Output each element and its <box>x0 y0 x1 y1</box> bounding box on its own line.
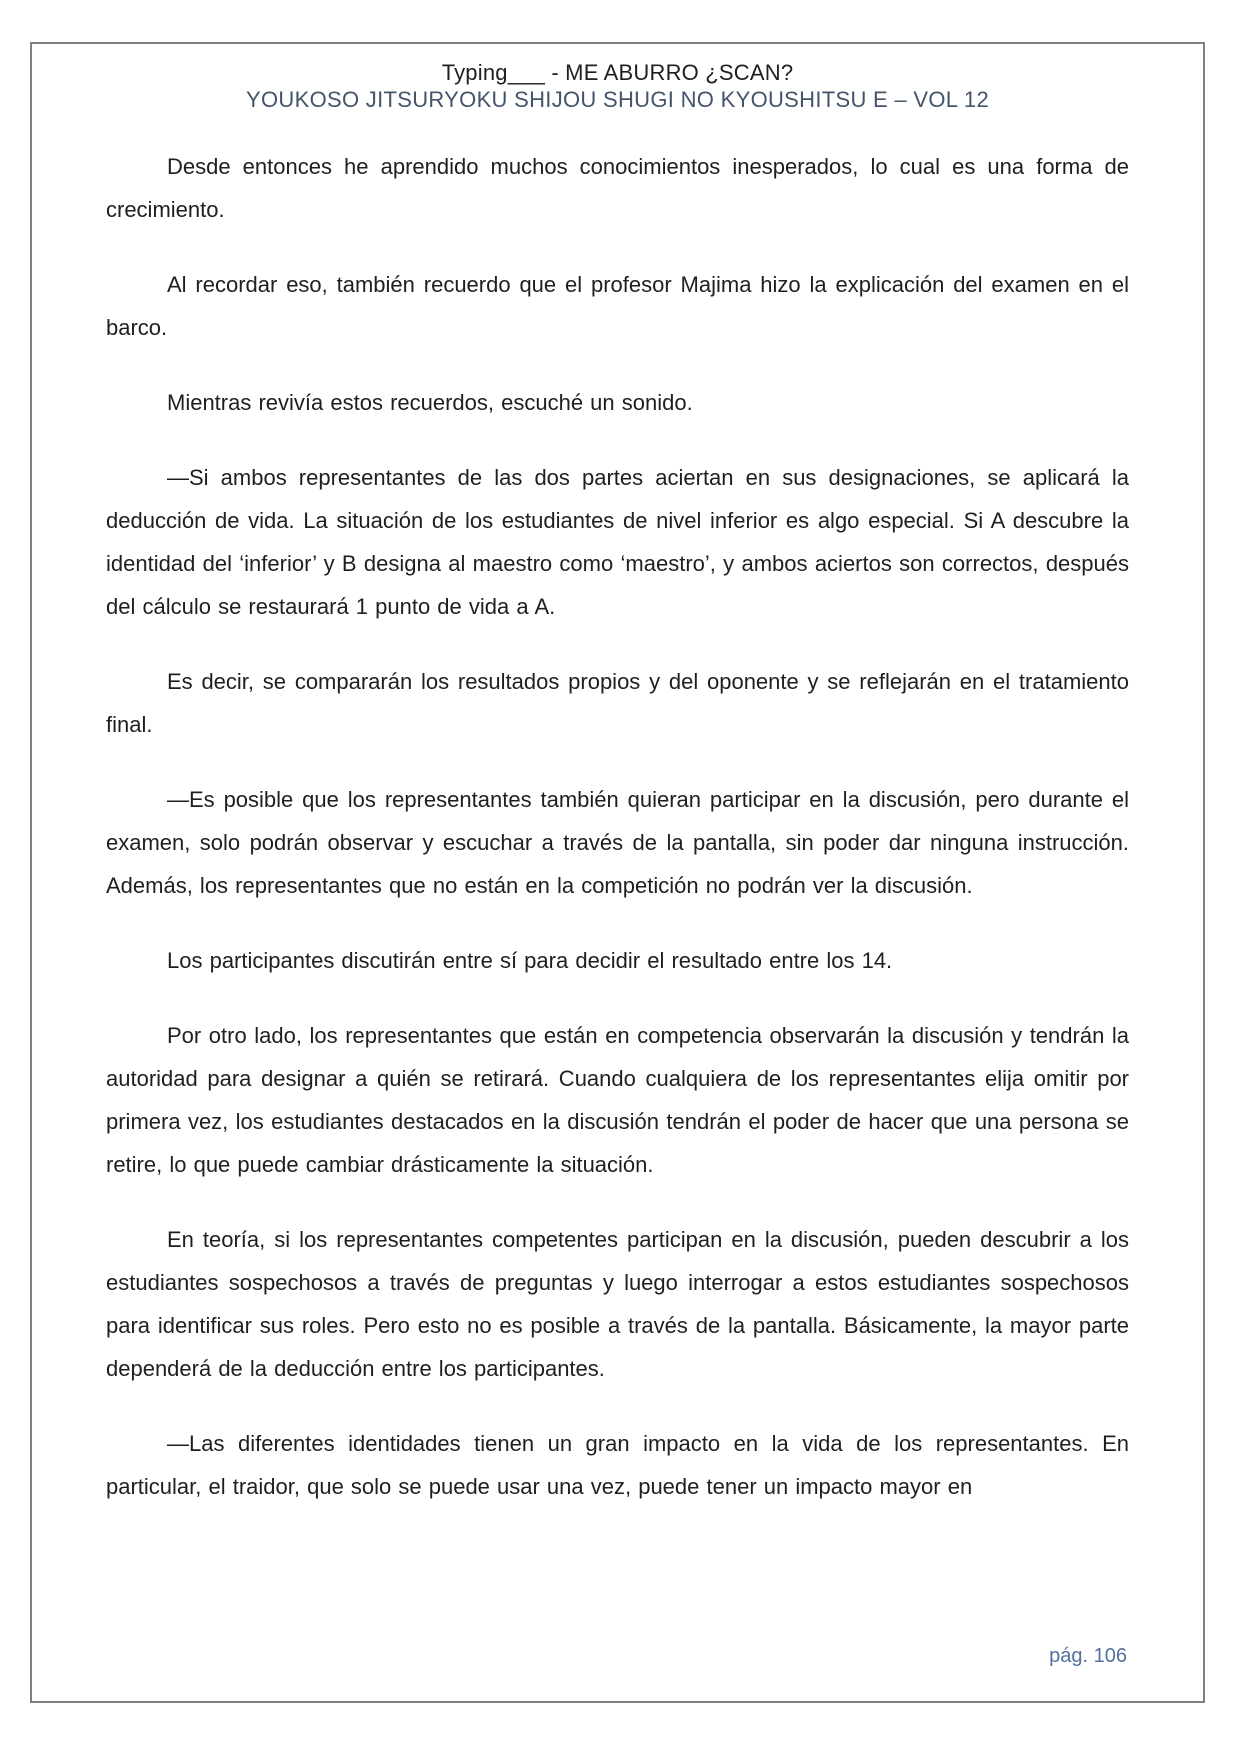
body-paragraph: En teoría, si los representantes competentes participan en la discusión, pueden descubrir a los estudiantes sospechosos a través de preguntas y luego interrogar a estos estudiantes sospechosos para identificar sus roles. Pero esto no es posible a través de la pantalla. Básicamente, la mayor parte dependerá de la deducción entre los participantes. <box>106 1227 1129 1381</box>
body-paragraph: Es decir, se compararán los resultados propios y del oponente y se reflejarán en el tratamiento final. <box>106 669 1129 737</box>
page-frame <box>30 42 1205 1703</box>
body-paragraph: Por otro lado, los representantes que están en competencia observarán la discusión y tendrán la autoridad para designar a quién se retirará. Cuando cualquiera de los representantes elija omitir por primera vez, los estudiantes destacados en la discusión tendrán el poder de hacer que una persona se retire, lo que puede cambiar drásticamente la situación. <box>106 1023 1129 1177</box>
document-body <box>106 145 1129 1508</box>
body-paragraph: Al recordar eso, también recuerdo que el profesor Majima hizo la explicación del examen en el barco. <box>106 272 1129 340</box>
page-number: pág. 106 <box>1049 1645 1127 1667</box>
body-paragraph: Desde entonces he aprendido muchos conocimientos inesperados, lo cual es una forma de crecimiento. <box>106 154 1129 222</box>
page-header <box>32 44 1203 113</box>
body-paragraph: Mientras revivía estos recuerdos, escuché un sonido. <box>167 390 693 415</box>
body-paragraph: Los participantes discutirán entre sí para decidir el resultado entre los 14. <box>167 948 893 973</box>
body-paragraph: —Las diferentes identidades tienen un gran impacto en la vida de los representantes. En particular, el traidor, que solo se puede usar una vez, puede tener un impacto mayor en <box>106 1431 1129 1499</box>
document-title: Typing___ - ME ABURRO ¿SCAN? <box>441 60 794 85</box>
body-paragraph: —Si ambos representantes de las dos partes aciertan en sus designaciones, se aplicará la deducción de vida. La situación de los estudiantes de nivel inferior es algo especial. Si A descubre la identidad del ‘inferior’ y B designa al maestro como ‘maestro’, y ambos aciertos son correctos, después del cálculo se restaurará 1 punto de vida a A. <box>106 465 1129 619</box>
page-footer <box>1049 1643 1127 1669</box>
body-paragraph: —Es posible que los representantes también quieran participar en la discusión, pero durante el examen, solo podrán observar y escuchar a través de la pantalla, sin poder dar ninguna instrucción. Además, los representantes que no están en la competición no podrán ver la discusión. <box>106 787 1129 898</box>
document-subtitle: YOUKOSO JITSURYOKU SHIJOU SHUGI NO KYOUSHITSU E – VOL 12 <box>246 87 989 112</box>
